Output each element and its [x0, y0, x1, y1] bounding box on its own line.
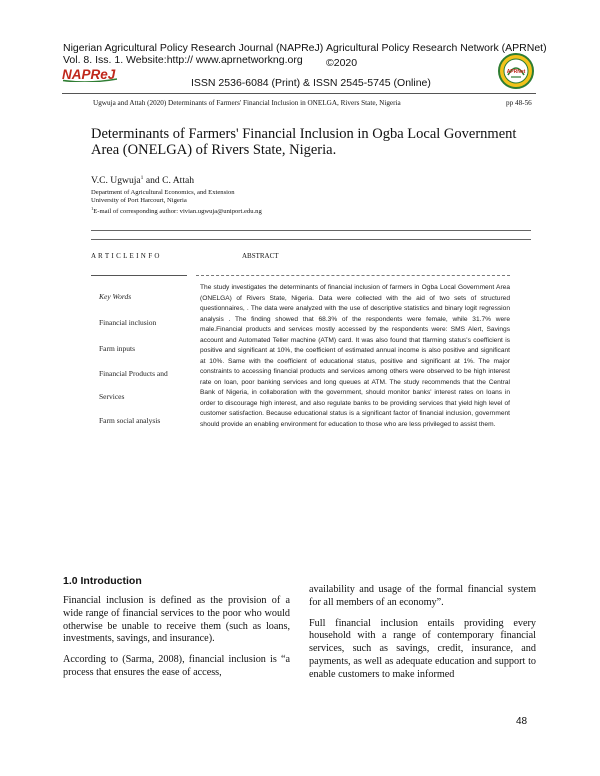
article-info-rule — [91, 275, 187, 276]
keyword-item: Financial inclusion — [99, 318, 157, 327]
napreJ-logo — [61, 66, 119, 82]
header-rule — [62, 93, 536, 94]
keyword-item: Financial Products and — [99, 369, 168, 378]
intro-heading: 1.0 Introduction — [63, 575, 142, 587]
info-rule-bottom — [91, 239, 531, 240]
abstract-text: The study investigates the determinants of financial inclusion of farmers in Ogba Local Government Area (ONELGA) of Rivers State, Nigeria. Data were collected with the aid of two sets of structured questionnaires, . The data were analyzed with the use of descriptive statistics and binary logit regression analysis . The finding showed that 68.3% of the respondents were female, while 31.7% were male.Financial products and services mostly accessed by the respondents were: SMS Alert, Savings account and Automated Teller machine (ATM) card. It was also found that tfarming status's coefficient is positive and significant at 10%, the coefficient of estimated annual income is also positive and significant at 10%. Same with the coefficient of educational status, positive and significant at 1%. The major constraints to accessing financial products and services among others were observed to be high interest rate on loan, poor banking services and long queues at ATM. The study recommends that the Central Bank of Nigeria, in collaboration with the government, should monitor banks' interest rates on loans in order to discourage high interest, and also regulate banks to be providing services that yield high level of customer satisfaction. Because educational status is a significant factor of financial inclusion, government should provide an enabling environment for education to those who are less privileged to assist them. — [200, 284, 510, 428]
running-head: Ugwuja and Attah (2020) Determinants of Farmers' Financial Inclusion in ONELGA, Rivers State, Nigeria — [93, 99, 401, 107]
abstract-rule — [196, 275, 510, 276]
issn-line: ISSN 2536-6084 (Print) & ISSN 2545-5745 (Online) — [191, 77, 431, 89]
intro-paragraph: According to (Sarma, 2008), financial inclusion is “a process that ensures the ease of access, — [63, 654, 290, 678]
aprnet-logo — [498, 53, 534, 89]
email-sup: 1 — [91, 206, 94, 211]
intro-right-column — [309, 584, 536, 690]
keyword-item: Farm inputs — [99, 344, 136, 353]
intro-paragraph: Financial inclusion is defined as the provision of a wide range of financial services to the poor who would otherwise be unable to receive them (such as loans, investments, savings, and insurance). — [63, 595, 290, 645]
journal-name: Nigerian Agricultural Policy Research Journal (NAPReJ) — [63, 42, 324, 54]
copyright-year: ©2020 — [326, 57, 358, 69]
info-rule-top — [91, 230, 531, 231]
author-1-sup: 1 — [140, 175, 144, 181]
email-text: E-mail of corresponding author: vivian.ugwuja@uniport.edu.ng — [93, 208, 262, 216]
keyword-item: Services — [99, 392, 125, 401]
affiliation-dept: Department of Agricultural Economics, and Extension — [91, 189, 235, 196]
authors — [91, 175, 194, 186]
logo-text: NAPReJ — [62, 67, 116, 82]
corresponding-email — [91, 206, 262, 215]
affiliation-univ: University of Port Harcourt, Nigeria — [91, 197, 187, 204]
abstract-heading: ABSTRACT — [242, 252, 279, 260]
intro-paragraph: Full financial inclusion entails providing every household with a range of contemporary financial services, such as savings, credit, insurance, and payments, as well as adequate education and support to enable customers to make informed — [309, 617, 536, 680]
paper-title: Determinants of Farmers' Financial Inclusion in Ogba Local Government Area (ONELGA) of Rivers State, Nigeria. — [91, 126, 517, 158]
author-1: V.C. Ugwuja — [91, 175, 141, 187]
article-info-heading: A R T I C L E I N F O — [91, 252, 160, 260]
journal-volume: Vol. 8. Iss. 1. Website:http:// www.aprnetworkng.org — [63, 54, 303, 66]
page-range: pp 48-56 — [506, 99, 532, 107]
author-2: and C. Attah — [145, 175, 195, 187]
intro-left-column — [63, 595, 290, 688]
keyword-item: Farm social analysis — [99, 416, 161, 425]
svg-text:APRNet: APRNet — [506, 69, 526, 75]
intro-paragraph: availability and usage of the formal financial system for all members of an economy”. — [309, 584, 536, 608]
page-number: 48 — [516, 716, 528, 727]
network-name: Agricultural Policy Research Network (APRNet) — [326, 42, 547, 54]
keywords-label: Key Words — [99, 292, 132, 301]
